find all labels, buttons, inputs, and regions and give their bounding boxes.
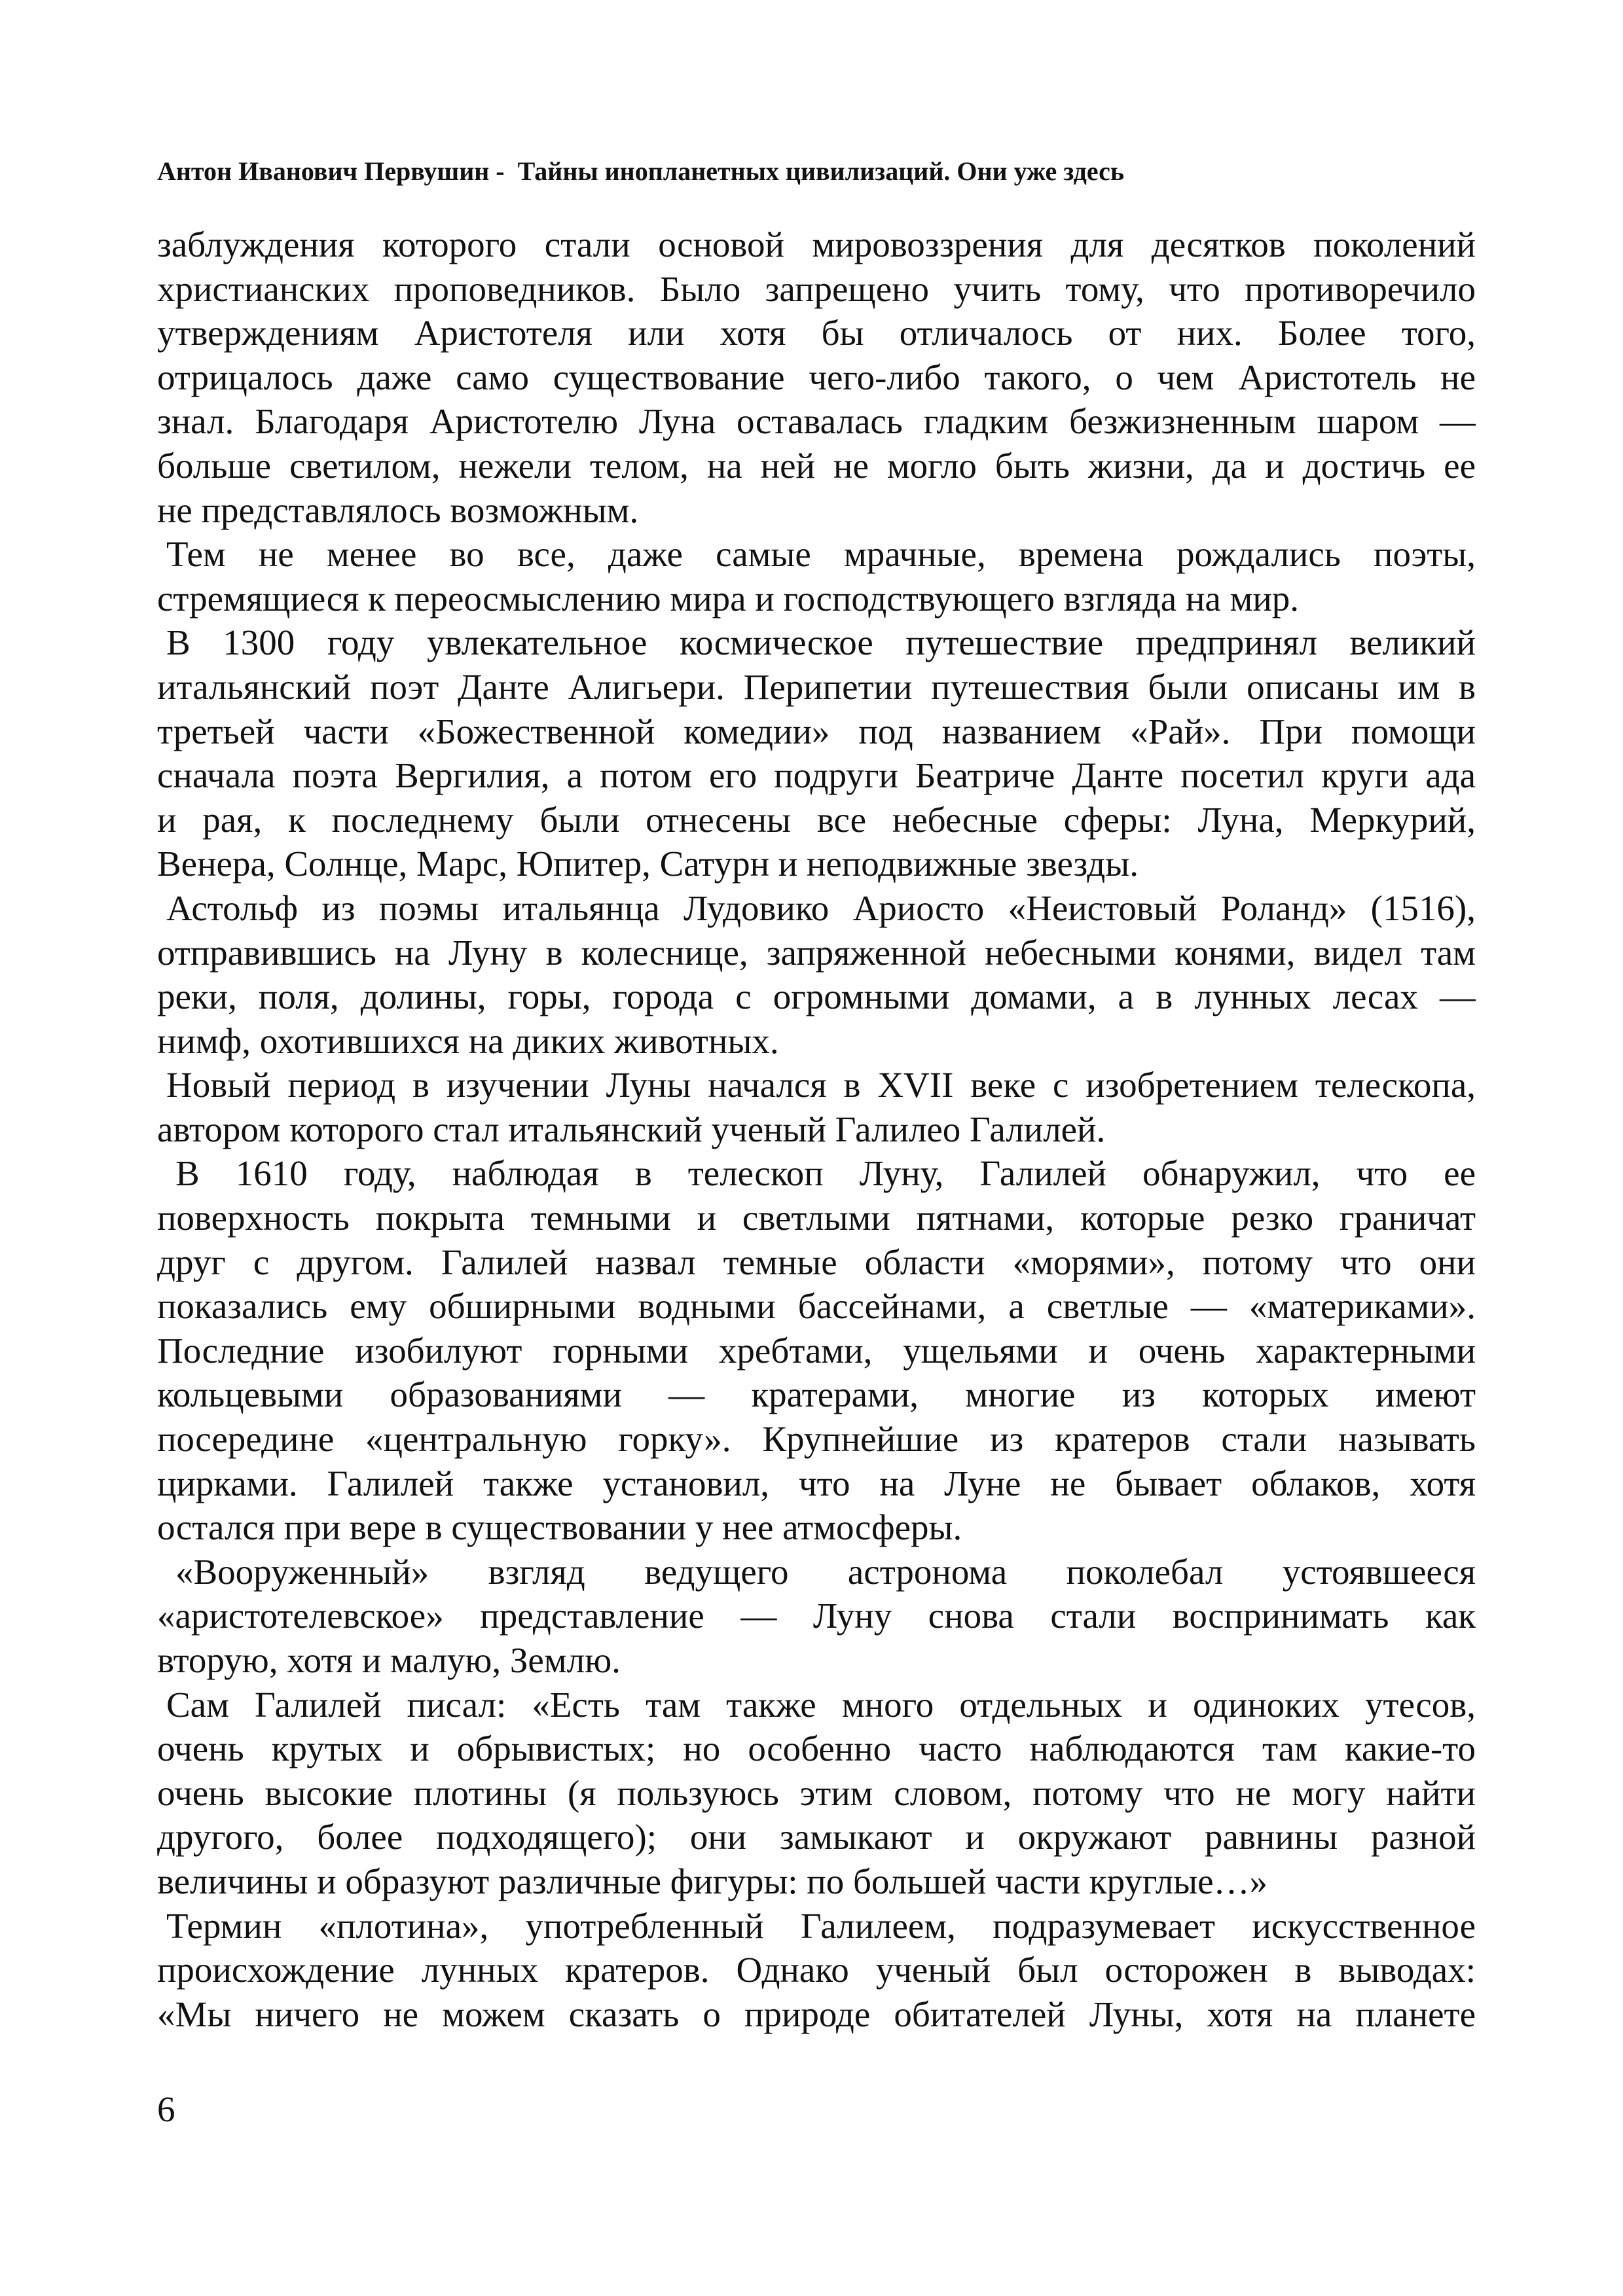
text-line: происхождение лунных кратеров. Однако ученый был осторожен в выводах: bbox=[157, 1950, 1476, 1990]
body-text bbox=[157, 223, 1476, 2036]
text-line: посередине «центральную горку». Крупнейшие из кратеров стали называть bbox=[157, 1419, 1476, 1460]
text-line: очень высокие плотины (я пользуюсь этим словом, потому что не могу найти bbox=[157, 1772, 1476, 1813]
text-line: автором которого стал итальянский ученый Галилео Галилей. bbox=[157, 1109, 1106, 1149]
text-line: Сам Галилей писал: «Есть там также много отдельных и одиноких утесов, bbox=[166, 1684, 1476, 1725]
text-line: Термин «плотина», употребленный Галилеем, подразумевает искусственное bbox=[166, 1905, 1476, 1946]
text-line: В 1610 году, наблюдая в телескоп Луну, Галилей обнаружил, что ее bbox=[175, 1153, 1476, 1194]
text-line: и рая, к последнему были отнесены все небесные сферы: Луна, Меркурий, bbox=[157, 799, 1476, 840]
text-line: утверждениям Аристотеля или хотя бы отличалось от них. Более того, bbox=[157, 313, 1476, 353]
text-line: Последние изобилуют горными хребтами, ущельями и очень характерными bbox=[157, 1330, 1476, 1371]
text-line: реки, поля, долины, горы, города с огромными домами, а в лунных лесах — bbox=[157, 977, 1476, 1017]
text-line: знал. Благодаря Аристотелю Луна оставалась гладким безжизненным шаром — bbox=[157, 401, 1476, 442]
text-line: стремящиеся к переосмыслению мира и господствующего взгляда на мир. bbox=[157, 578, 1300, 619]
page-number: 6 bbox=[157, 2089, 175, 2129]
text-line: показались ему обширными водными бассейнами, а светлые — «материками». bbox=[157, 1286, 1476, 1327]
text-line: больше светилом, нежели телом, на ней не могло быть жизни, да и достичь ее bbox=[157, 445, 1476, 486]
text-line: В 1300 году увлекательное космическое путешествие предпринял великий bbox=[166, 622, 1476, 663]
text-line: другого, более подходящего); они замыкают и окружают равнины разной bbox=[157, 1817, 1476, 1857]
text-line: Тем не менее во все, даже самые мрачные, времена рождались поэты, bbox=[166, 534, 1476, 575]
text-line: христианских проповедников. Было запрещено учить тому, что противоречило bbox=[157, 268, 1476, 309]
text-line: сначала поэта Вергилия, а потом его подруги Беатриче Данте посетил круги ада bbox=[157, 755, 1476, 796]
text-line: величины и образуют различные фигуры: по большей части круглые…» bbox=[157, 1861, 1268, 1901]
text-line: не представлялось возможным. bbox=[157, 490, 639, 530]
text-line: отрицалось даже само существование чего-либо такого, о чем Аристотель не bbox=[157, 357, 1476, 397]
text-line: цирками. Галилей также установил, что на Луне не бывает облаков, хотя bbox=[157, 1463, 1476, 1503]
text-line: «аристотелевское» представление — Луну снова стали воспринимать как bbox=[157, 1596, 1476, 1636]
text-line: вторую, хотя и малую, Землю. bbox=[157, 1640, 621, 1680]
text-line: Астольф из поэмы итальянца Лудовико Ариосто «Неистовый Роланд» (1516), bbox=[166, 888, 1476, 928]
text-line: друг с другом. Галилей назвал темные области «морями», потому что они bbox=[157, 1242, 1476, 1282]
running-header: Антон Иванович Первушин - Тайны инопланетных цивилизаций. Они уже здесь bbox=[157, 156, 1125, 186]
text-line: нимф, охотившихся на диких животных. bbox=[157, 1020, 779, 1061]
text-line: заблуждения которого стали основой мировоззрения для десятков поколений bbox=[157, 224, 1476, 264]
text-line: третьей части «Божественной комедии» под названием «Рай». При помощи bbox=[157, 711, 1476, 751]
text-line: остался при вере в существовании у нее атмосферы. bbox=[157, 1507, 962, 1548]
text-line: Новый период в изучении Луны начался в XVII веке с изобретением телескопа, bbox=[166, 1065, 1476, 1105]
text-line: «Мы ничего не можем сказать о природе обитателей Луны, хотя на планете bbox=[157, 1994, 1476, 2034]
text-line: отправившись на Луну в колеснице, запряженной небесными конями, видел там bbox=[157, 932, 1476, 973]
text-line: «Вооруженный» взгляд ведущего астронома поколебал устоявшееся bbox=[175, 1551, 1476, 1592]
text-line: очень крутых и обрывистых; но особенно часто наблюдаются там какие-то bbox=[157, 1729, 1476, 1769]
text-line: кольцевыми образованиями — кратерами, многие из которых имеют bbox=[157, 1374, 1476, 1415]
text-line: поверхность покрыта темными и светлыми пятнами, которые резко граничат bbox=[157, 1198, 1476, 1238]
text-line: итальянский поэт Данте Алигьери. Перипетии путешествия были описаны им в bbox=[157, 666, 1476, 707]
text-line: Венера, Солнце, Марс, Юпитер, Сатурн и неподвижные звезды. bbox=[157, 844, 1139, 884]
